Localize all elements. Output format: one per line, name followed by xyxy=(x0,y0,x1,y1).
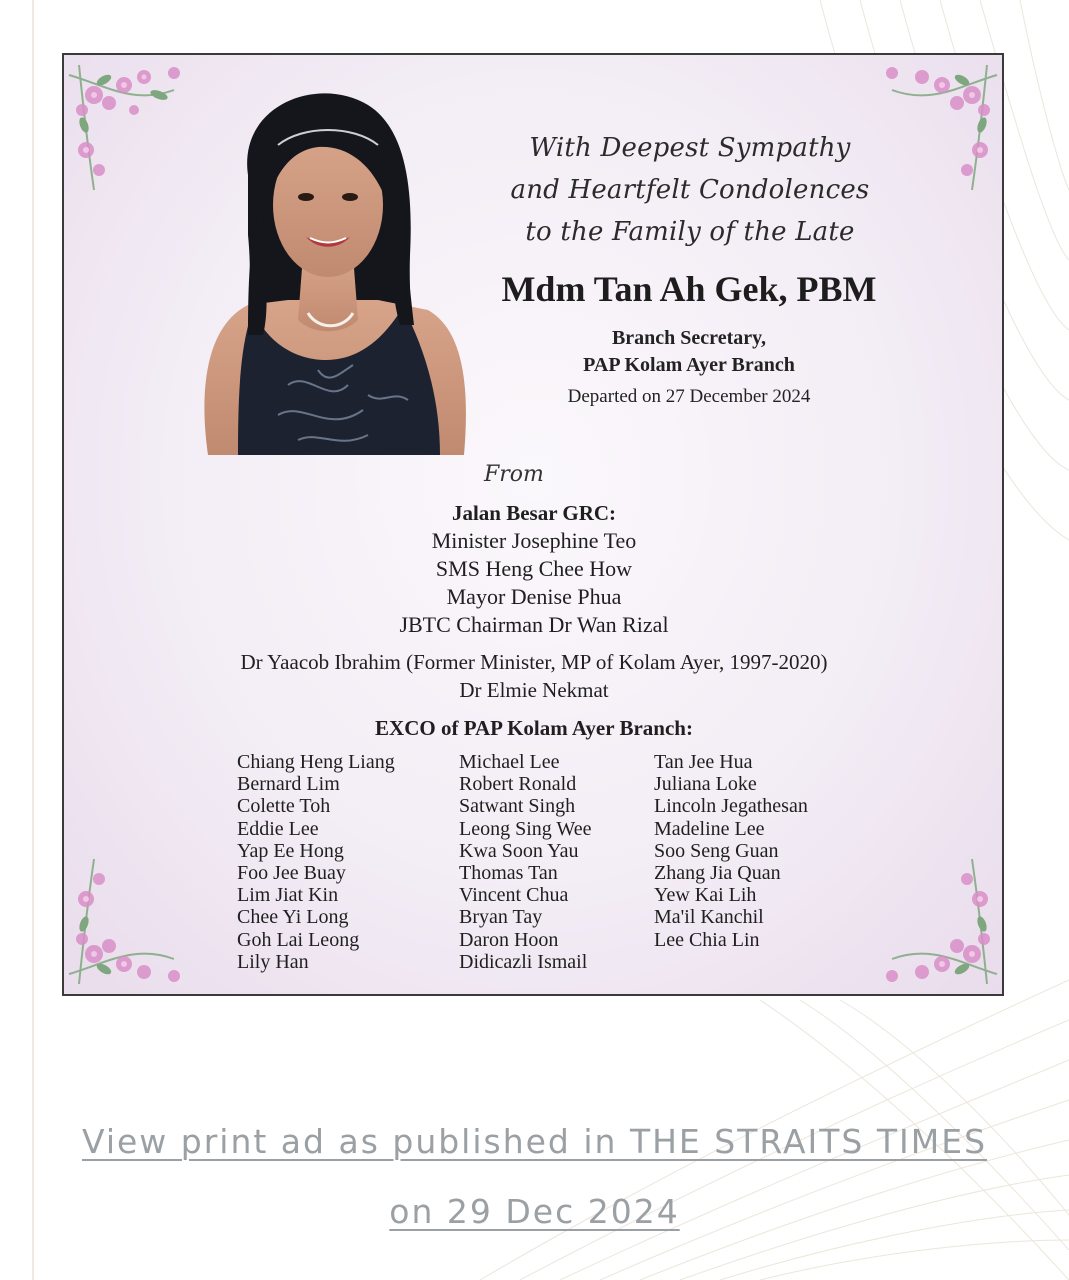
list-item: Chiang Heng Liang xyxy=(237,751,395,773)
view-print-ad-date-link[interactable]: on 29 Dec 2024 xyxy=(389,1192,680,1231)
list-item: Yew Kai Lih xyxy=(654,884,757,907)
sympathy-line: and Heartfelt Condolences xyxy=(510,175,870,205)
list-item: SMS Heng Chee How xyxy=(435,556,633,581)
grc-heading: Jalan Besar GRC: xyxy=(451,501,617,525)
list-item: Minister Josephine Teo xyxy=(431,528,637,553)
list-item: Leong Sing Wee xyxy=(459,817,592,840)
sympathy-message xyxy=(464,127,916,253)
list-item: Zhang Jia Quan xyxy=(654,862,781,885)
list-item: Vincent Chua xyxy=(459,884,569,907)
list-item: Ma'il Kanchil xyxy=(654,906,764,929)
list-item: Thomas Tan xyxy=(459,862,558,885)
sympathy-line: With Deepest Sympathy xyxy=(529,133,851,163)
list-item: Goh Lai Leong xyxy=(237,928,360,951)
page-left-edge xyxy=(32,0,34,1280)
list-item: Eddie Lee xyxy=(237,817,319,840)
list-item: Yap Ee Hong xyxy=(237,839,344,862)
floral-corner-bottom-right xyxy=(852,854,1002,994)
list-item: Daron Hoon xyxy=(459,928,559,951)
sympathy-line: to the Family of the Late xyxy=(525,217,855,247)
list-item: Colette Toh xyxy=(237,795,331,818)
list-item: Lincoln Jegathesan xyxy=(654,795,808,818)
departed-date: Departed on 27 December 2024 xyxy=(567,386,811,407)
list-item: Tan Jee Hua xyxy=(654,751,753,773)
list-item: Bryan Tay xyxy=(459,906,543,929)
list-item: Madeline Lee xyxy=(654,817,765,840)
list-item: Lily Han xyxy=(237,950,309,973)
deceased-role xyxy=(464,325,914,379)
list-item: Dr Yaacob Ibrahim (Former Minister, MP of Kolam Ayer, 1997-2020) xyxy=(240,650,828,674)
list-item: Dr Elmie Nekmat xyxy=(459,678,609,702)
list-item: Bernard Lim xyxy=(237,773,340,796)
list-item: Michael Lee xyxy=(459,751,560,773)
list-item: Lim Jiat Kin xyxy=(237,884,339,907)
role-line: Branch Secretary, xyxy=(611,327,767,349)
list-item: Soo Seng Guan xyxy=(654,839,779,862)
view-print-ad-link[interactable]: View print ad as published in THE STRAITS TIMES xyxy=(81,1122,988,1161)
list-item: Foo Jee Buay xyxy=(237,862,346,885)
list-item: Satwant Singh xyxy=(459,795,576,818)
grc-members-list xyxy=(124,527,944,639)
exco-column-2 xyxy=(459,751,591,973)
floral-corner-bottom-left xyxy=(64,854,214,994)
list-item: Robert Ronald xyxy=(459,773,577,796)
portrait-photo xyxy=(178,85,470,455)
list-item: Kwa Soon Yau xyxy=(459,839,579,862)
list-item: Didicazli Ismail xyxy=(459,950,588,973)
list-item: Juliana Loke xyxy=(654,773,757,796)
exco-column-1 xyxy=(237,751,395,973)
exco-heading: EXCO of PAP Kolam Ayer Branch: xyxy=(375,716,693,740)
other-members-list xyxy=(124,648,944,704)
list-item: Lee Chia Lin xyxy=(654,928,760,951)
from-label: From xyxy=(484,462,544,487)
deceased-name: Mdm Tan Ah Gek, PBM xyxy=(501,269,877,309)
role-line: PAP Kolam Ayer Branch xyxy=(583,354,795,376)
list-item: Chee Yi Long xyxy=(237,906,349,929)
list-item: Mayor Denise Phua xyxy=(446,584,622,609)
condolence-ad xyxy=(62,53,1004,996)
list-item: JBTC Chairman Dr Wan Rizal xyxy=(399,612,669,637)
exco-column-3 xyxy=(654,751,808,951)
